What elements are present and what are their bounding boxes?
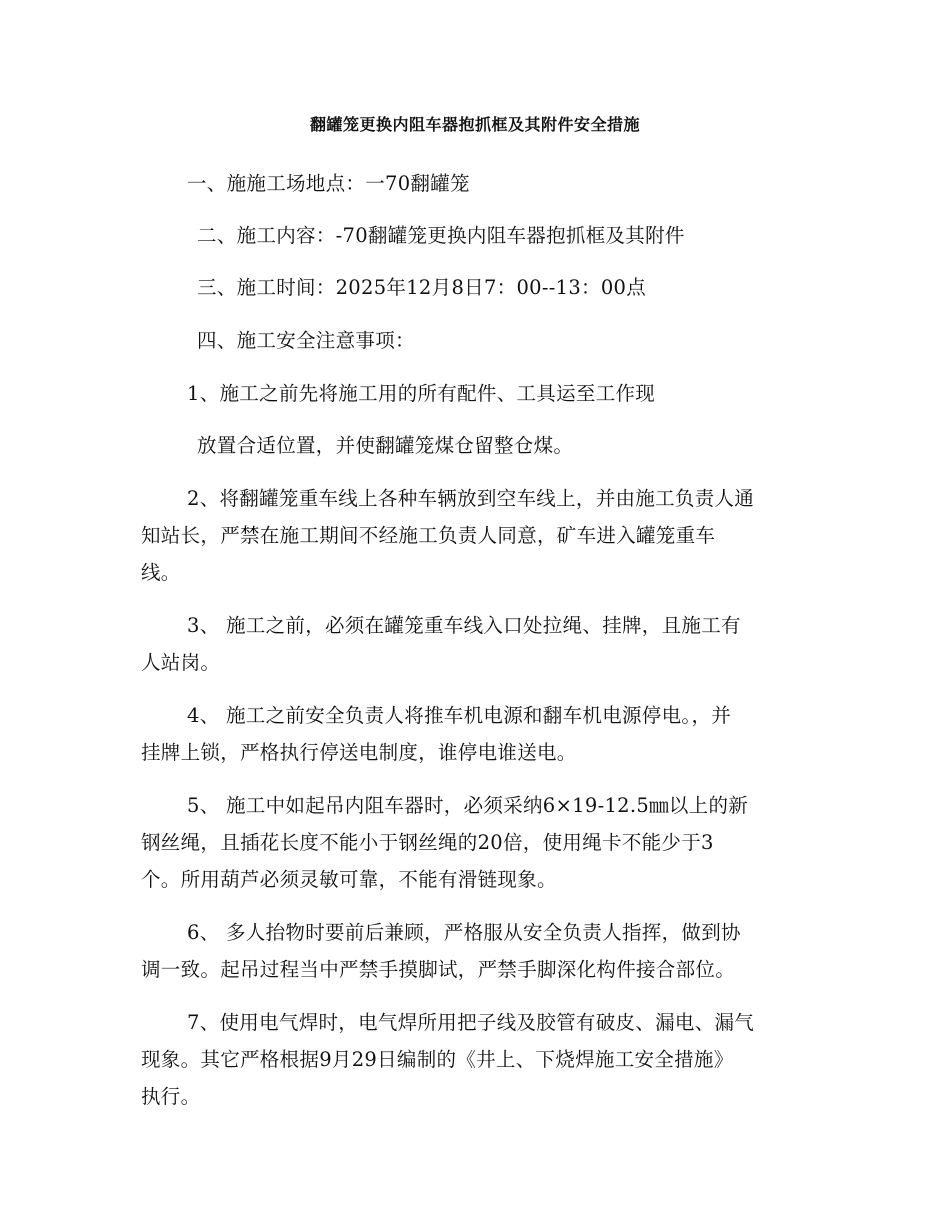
item-7-line-3: 执行。 — [141, 1085, 201, 1108]
item-4-line-1: 4、 施工之前安全负责人将推车机电源和翻车机电源停电。，并 — [187, 704, 732, 727]
item-2-line-1: 2、将翻罐笼重车线上各种车辆放到空车线上，并由施工负责人通 — [187, 487, 755, 510]
item-4-line-2: 挂牌上锁，严格执行停送电制度，谁停电谁送电。 — [141, 741, 577, 764]
section-time: 三、施工时间：2025年12月8日7：00--13：00点 — [197, 276, 647, 299]
item-2-line-3: 线。 — [141, 561, 181, 584]
section-content: 二、施工内容：-70翻罐笼更换内阻车器抱抓框及其附件 — [197, 224, 685, 247]
section-site: 一、施施工场地点：一70翻罐笼 — [187, 172, 470, 195]
item-3-line-2: 人站岗。 — [141, 651, 221, 674]
item-2-line-2: 知站长，严禁在施工期间不经施工负责人同意，矿车进入罐笼重车 — [141, 524, 716, 547]
item-5-line-3: 个。所用葫芦必须灵敏可靠，不能有滑链现象。 — [141, 868, 557, 891]
item-1-line-1: 1、施工之前先将施工用的所有配件、工具运至工作现 — [187, 382, 656, 405]
item-5-line-2: 钢丝绳，且插花长度不能小于钢丝绳的20倍，使用绳卡不能少于3 — [141, 831, 714, 854]
item-7-line-1: 7、使用电气焊时，电气焊所用把子线及胶管有破皮、漏电、漏气 — [187, 1011, 755, 1034]
item-5-line-1: 5、 施工中如起吊内阻车器时，必须采纳6×19-12.5㎜以上的新 — [187, 794, 749, 817]
document-title: 翻罐笼更换内阻车器抱抓框及其附件安全措施 — [309, 115, 640, 134]
section-safety-heading: 四、施工安全注意事项： — [197, 329, 415, 352]
item-6-line-1: 6、 多人抬物时要前后兼顾，严格服从安全负责人指挥，做到协 — [187, 921, 741, 944]
item-3-line-1: 3、 施工之前，必须在罐笼重车线入口处拉绳、挂牌，且施工有 — [187, 614, 741, 637]
item-1-line-2: 放置合适位置，并使翻罐笼煤仓留整仓煤。 — [197, 434, 574, 457]
item-6-line-2: 调一致。起吊过程当中严禁手摸脚试，严禁手脚深化构件接合部位。 — [141, 958, 736, 981]
item-7-line-2: 现象。其它严格根据9月29日编制的《井上、下烧焊施工安全措施》 — [141, 1048, 734, 1071]
